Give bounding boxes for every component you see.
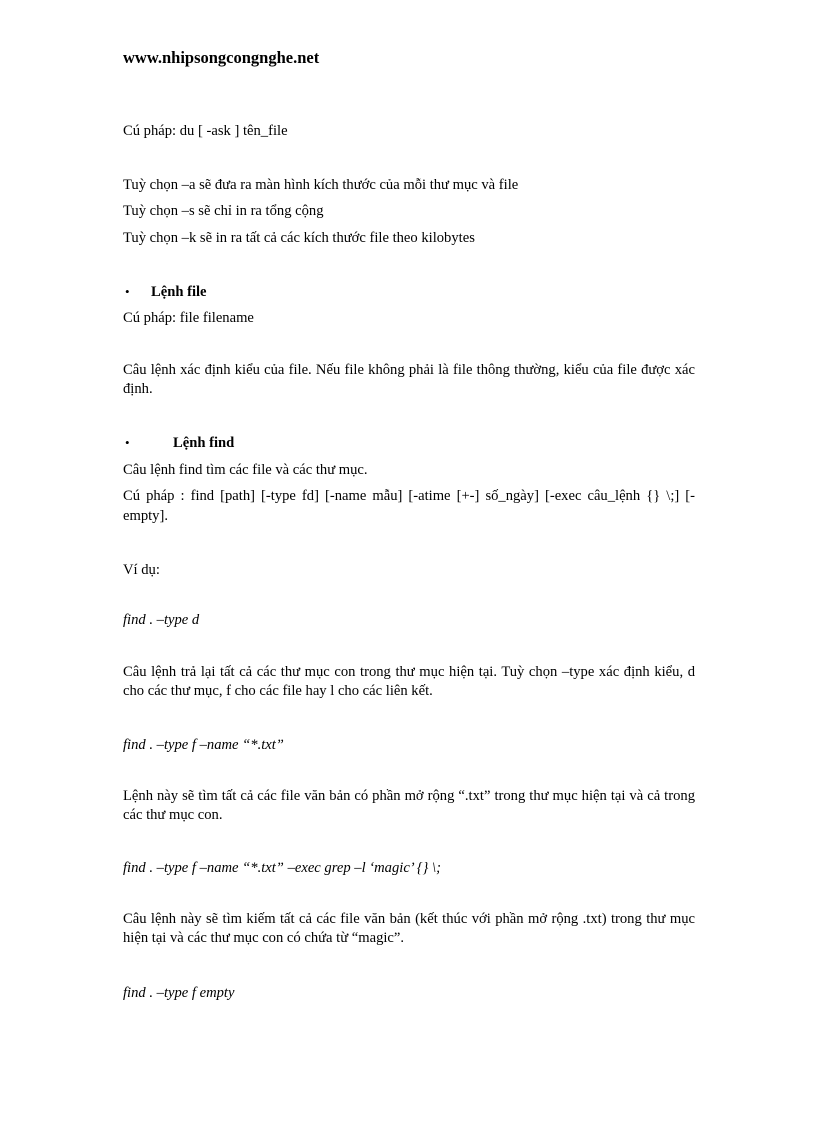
example-4-command: find . –type f empty: [123, 985, 235, 1001]
example-3-description: Câu lệnh này sẽ tìm kiếm tất cả các file văn bản (kết thúc với phần mở rộng .txt) trong thư mục hiện tại và các thư mục con có chứa từ “magic”.: [123, 911, 695, 946]
example-2-command: find . –type f –name “*.txt”: [123, 737, 284, 753]
example-label: Ví dụ:: [123, 562, 160, 578]
example-1-command: find . –type d: [123, 612, 200, 628]
du-option-s: Tuỳ chọn –s sẽ chỉ in ra tổng cộng: [123, 203, 324, 219]
example-3-command: find . –type f –name “*.txt” –exec grep –l ‘magic’ {} \;: [123, 860, 441, 876]
bullet-icon: •: [125, 284, 130, 299]
du-option-a: Tuỳ chọn –a sẽ đưa ra màn hình kích thước của mỗi thư mục và file: [123, 177, 519, 193]
file-command-description: Câu lệnh xác định kiểu của file. Nếu file không phải là file thông thường, kiểu của file được xác định.: [123, 362, 695, 397]
find-command-heading: Lệnh find: [173, 435, 235, 451]
file-command-syntax: Cú pháp: file filename: [123, 310, 254, 326]
find-command-syntax: Cú pháp : find [path] [-type fd] [-name mẫu] [-atime [+-] số_ngày] [-exec câu_lệnh {} \;] [-empty].: [123, 488, 695, 524]
example-1-description: Câu lệnh trả lại tất cả các thư mục con trong thư mục hiện tại. Tuỳ chọn –type xác định kiểu, d cho các thư mục, f cho các file hay l cho các liên kết.: [123, 664, 695, 699]
find-command-intro: Câu lệnh find tìm các file và các thư mục.: [123, 462, 368, 478]
example-2-description: Lệnh này sẽ tìm tất cả các file văn bản có phần mở rộng “.txt” trong thư mục hiện tại và cả trong các thư mục con.: [123, 788, 695, 823]
du-syntax: Cú pháp: du [ -ask ] tên_file: [123, 123, 288, 139]
bullet-icon: •: [125, 435, 130, 450]
du-option-k: Tuỳ chọn –k sẽ in ra tất cả các kích thước file theo kilobytes: [123, 230, 475, 246]
site-header: www.nhipsongcongnghe.net: [123, 48, 320, 67]
file-command-heading: Lệnh file: [151, 284, 207, 300]
